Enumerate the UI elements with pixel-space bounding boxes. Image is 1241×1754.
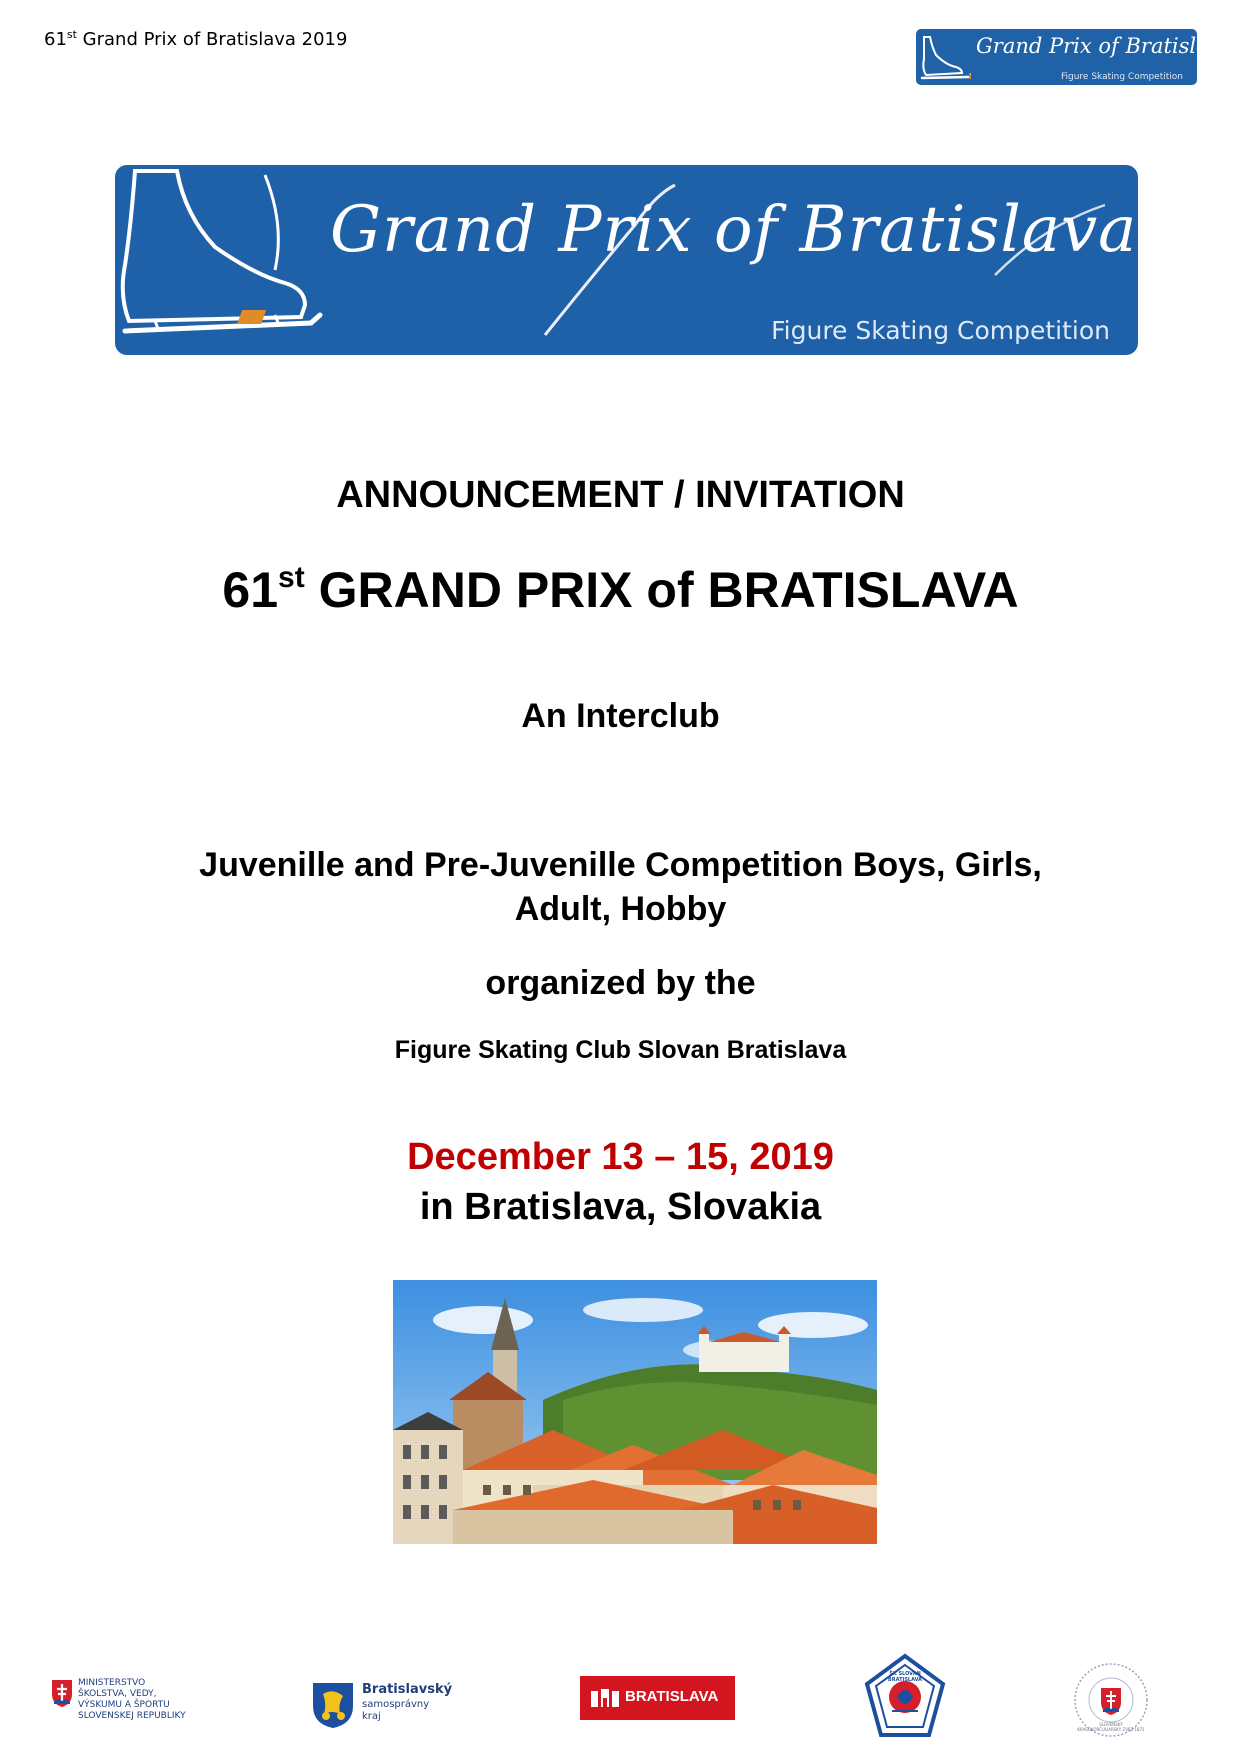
organized-by: organized by the xyxy=(485,964,756,1002)
skating-union-seal xyxy=(1071,1660,1151,1740)
banner-script-title: Grand Prix of Bratislava xyxy=(330,193,1138,267)
event-title-number: 61 xyxy=(222,562,279,618)
ministry-text: MINISTERSTVO ŠKOLSTVA, VEDY, VÝSKUMU A ŠPORTU SLOVENSKEJ REPUBLIKY xyxy=(78,1678,186,1721)
event-banner xyxy=(115,165,1138,355)
event-title-suffix: st xyxy=(278,561,305,594)
event-title-rest: GRAND PRIX of BRATISLAVA xyxy=(304,562,1019,618)
header-logo-subtitle: Figure Skating Competition xyxy=(1060,72,1183,82)
bratislava-photo xyxy=(393,1280,877,1544)
running-header-suffix: st xyxy=(66,28,77,41)
bratislava-region-logo xyxy=(310,1680,460,1730)
region-shield-icon xyxy=(310,1680,356,1730)
running-header xyxy=(44,28,347,50)
region-subtitle: samosprávny kraj xyxy=(362,1699,430,1722)
categories-line-2: Adult, Hobby xyxy=(514,890,727,928)
running-header-number: 61 xyxy=(44,29,67,50)
slovak-coat-of-arms-icon xyxy=(50,1678,74,1708)
banner-subtitle: Figure Skating Competition xyxy=(771,316,1110,345)
categories-line-1: Juvenille and Pre-Juvenille Competition Boys, Girls, xyxy=(199,846,1042,884)
slovan-club-badge xyxy=(864,1653,946,1739)
club-badge-text: ŠK SLOVAN BRATISLAVA xyxy=(887,1671,923,1683)
event-subtitle: An Interclub xyxy=(521,697,720,735)
union-seal-text: SLOVENSKÝ KRASOKORČULIARSKY ZVÄZ 1871 xyxy=(1077,1722,1145,1732)
city-bratislava-logo xyxy=(580,1676,735,1720)
event-title xyxy=(0,561,1241,619)
event-dates: December 13 – 15, 2019 xyxy=(407,1136,834,1178)
region-name: Bratislavský xyxy=(362,1682,453,1697)
header-logo-script: Grand Prix of Bratislava xyxy=(976,34,1234,58)
announcement-heading: ANNOUNCEMENT / INVITATION xyxy=(336,474,905,516)
organizer-club: Figure Skating Club Slovan Bratislava xyxy=(394,1036,847,1064)
club-pentagon-icon xyxy=(864,1653,946,1739)
ministry-logo xyxy=(50,1676,210,1726)
city-skyline-image xyxy=(393,1280,877,1544)
event-location: in Bratislava, Slovakia xyxy=(419,1186,822,1228)
city-name: BRATISLAVA xyxy=(625,1688,719,1705)
running-header-rest: Grand Prix of Bratislava 2019 xyxy=(76,29,348,50)
city-gate-icon xyxy=(590,1687,620,1709)
event-categories xyxy=(0,843,1241,931)
header-logo xyxy=(916,29,1234,85)
